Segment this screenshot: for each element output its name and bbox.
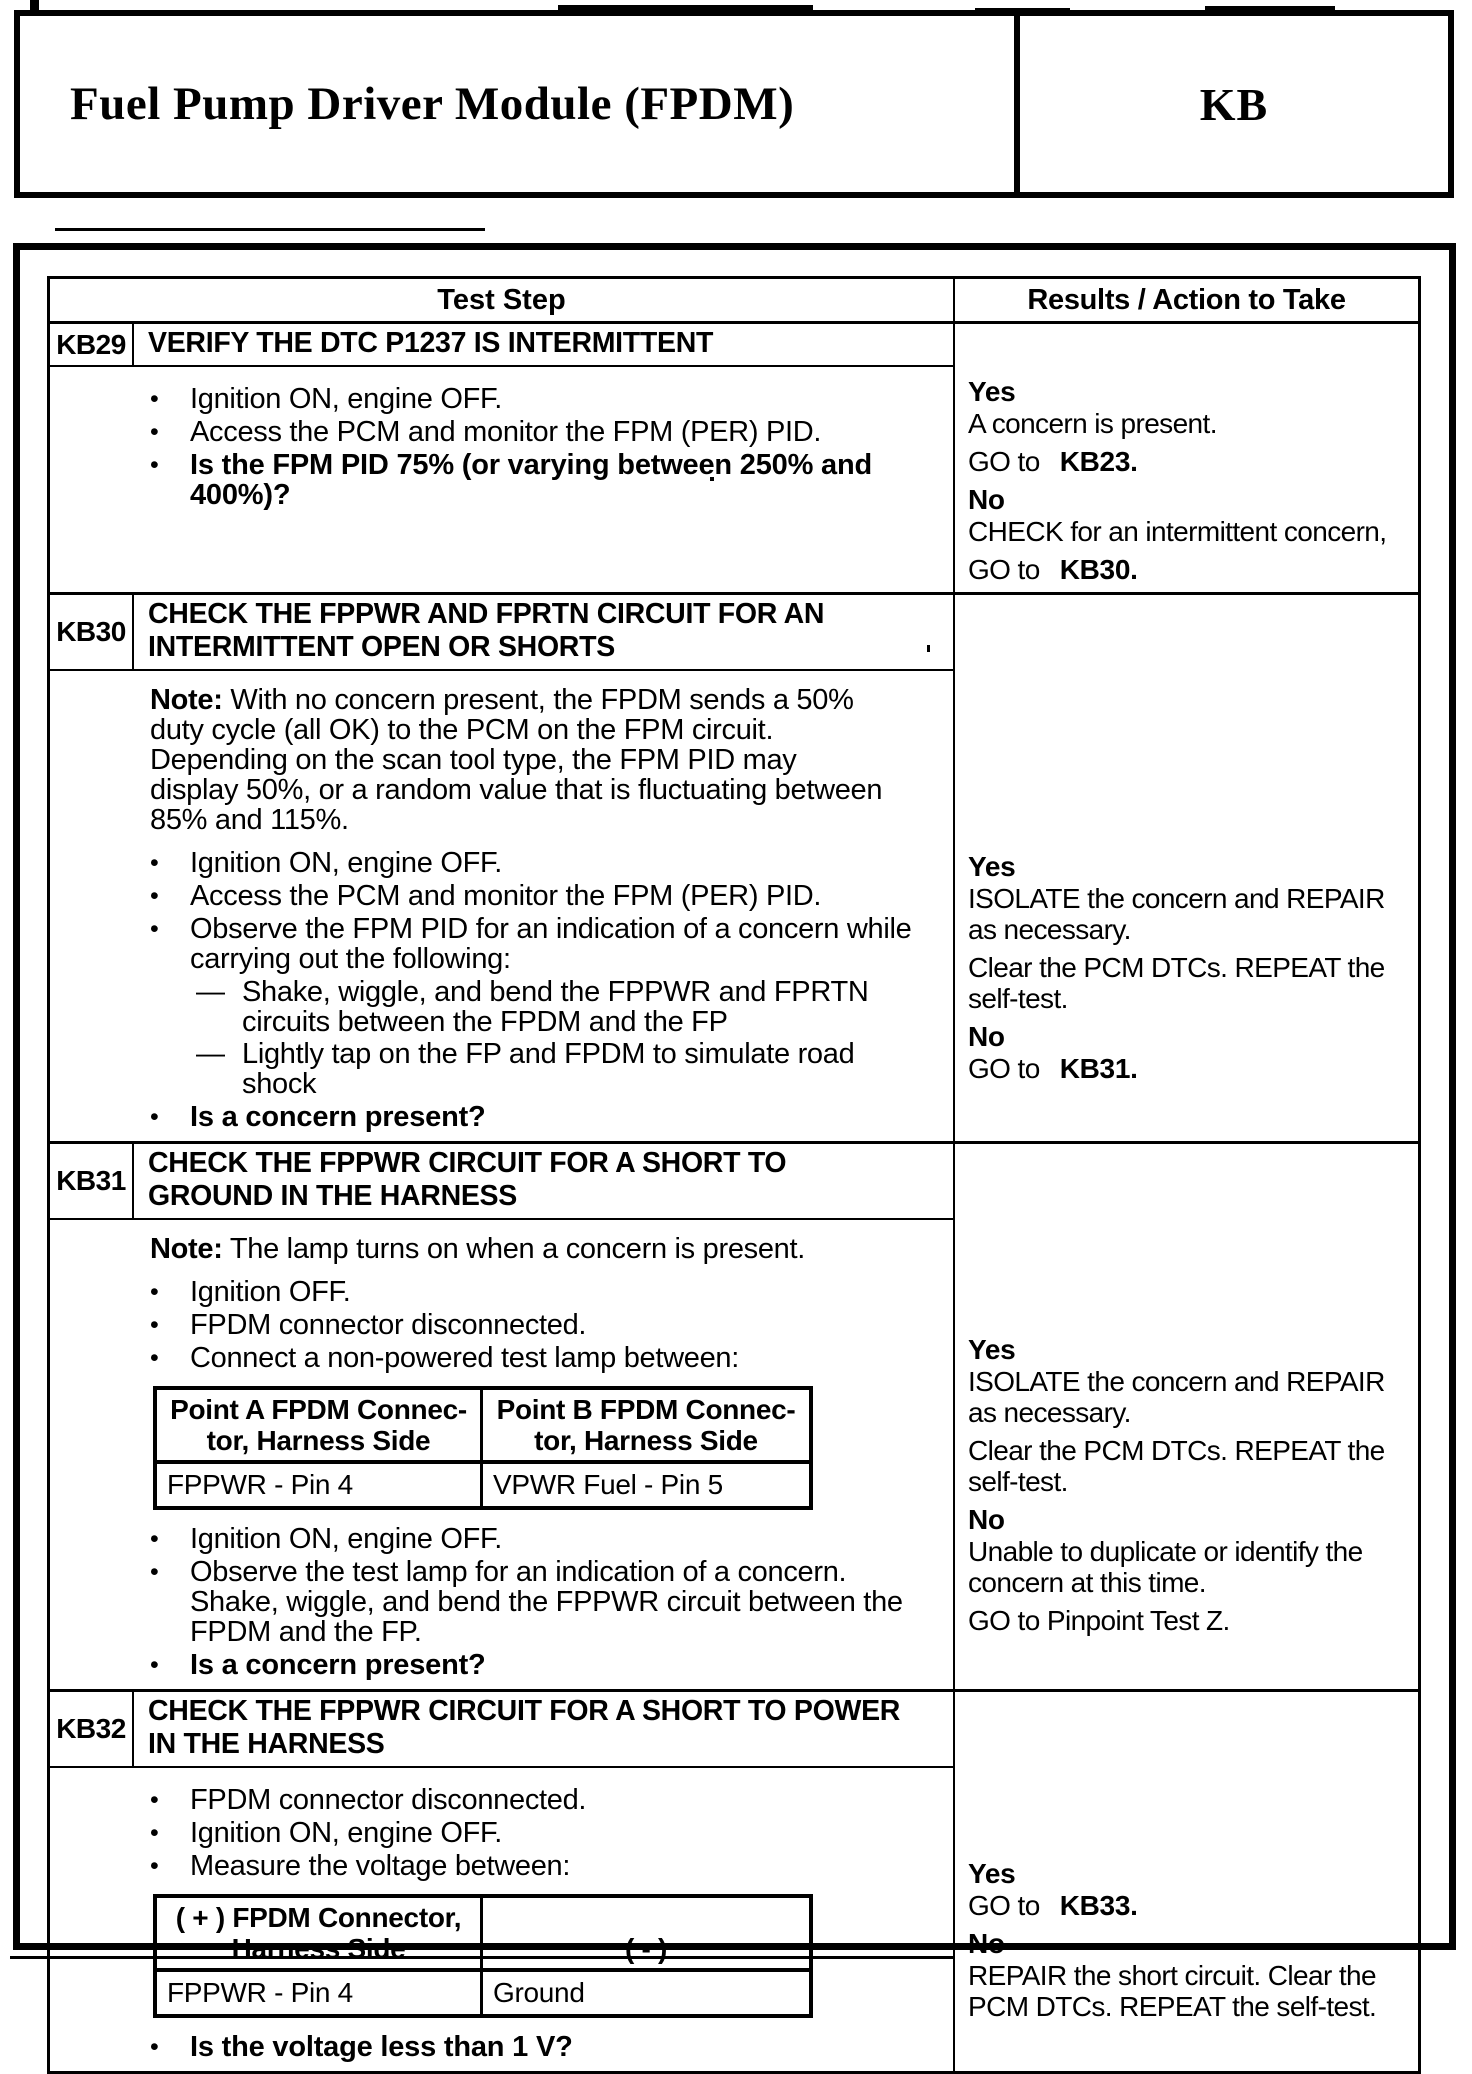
pin-table-cell: FPPWR - Pin 4 [157,1972,483,2014]
bullet-icon: • [150,915,159,943]
goto-target: KB33. [1059,1890,1138,1921]
step-header [50,324,953,367]
voltage-measure-table [153,1894,813,2018]
pin-table-header-line: Harness Side [231,1933,406,1964]
section-code-cell [1020,16,1448,192]
bullet-text: Access the PCM and monitor the FPM (PER) PID. [190,880,822,912]
pin-table-header [157,1898,809,1972]
bullet-text: Ignition ON, engine OFF. [190,847,502,879]
pin-table-header-line: ( + ) FPDM Connector, [175,1902,462,1933]
test-step-kb31 [50,1141,1418,1689]
dash-icon: — [196,1038,225,1070]
pin-table-header-line: Point B FPDM Connec- [496,1394,796,1425]
step-instructions [50,1220,953,1689]
bullet-icon: • [150,1344,159,1372]
step-title [134,324,953,365]
pin-table-header-line: tor, Harness Side [206,1425,431,1456]
bullet-item [150,1785,928,1815]
results-cell [955,324,1418,592]
step-id: KB29 [50,324,134,365]
bullet-icon: • [150,1311,159,1339]
note-text: With no concern present, the FPDM sends a 50% duty cycle (all OK) to the PCM on the FPM circuit. Depending on the scan tool type, the FPM PID may display 50%, or a random value that is fluctuating between 85% and 115%. [150,684,883,836]
bullet-text: Observe the FPM PID for an indication of a concern while carrying out the following: [190,913,912,975]
step-title [134,595,953,669]
pin-table-header-a [157,1390,483,1460]
step-title-line: GROUND IN THE HARNESS [148,1180,517,1212]
section-code: KB [1199,78,1269,130]
bullet-icon: • [150,1103,159,1131]
bullet-text: Ignition ON, engine OFF. [190,1523,502,1555]
bullet-item-question [150,2032,928,2062]
bullet-item [150,848,928,878]
bullet-icon: • [150,1558,159,1586]
result-text: Clear the PCM DTCs. REPEAT the self-test. [968,952,1385,1014]
sub-item [196,977,916,1037]
bullet-text: Access the PCM and monitor the FPM (PER) PID. [190,416,822,448]
bullet-text: Connect a non-powered test lamp between: [190,1342,740,1374]
step-title-line: CHECK THE FPPWR AND FPRTN CIRCUIT FOR AN [148,598,825,630]
bullet-item [150,1851,928,1881]
step-title [134,1692,953,1766]
result-no-label: No [968,1504,1005,1535]
bullet-icon: • [150,1852,159,1880]
result-text: GO to Pinpoint Test Z. [968,1605,1230,1636]
page-title: Fuel Pump Driver Module (FPDM) [70,78,795,130]
bullet-text: Is a concern present? [190,1101,486,1133]
test-step-kb30 [50,592,1418,1141]
step-id: KB32 [50,1692,134,1766]
note [150,685,885,835]
bullet-item [150,384,928,414]
bullet-icon: • [150,385,159,413]
goto-target: KB23. [1059,446,1138,477]
result-text: ISOLATE the concern and REPAIR as necessary. [968,1366,1385,1428]
step-title-line: VERIFY THE DTC P1237 IS INTERMITTENT [148,327,714,359]
step-title [134,1144,953,1218]
results-cell [955,1692,1418,2071]
goto-prefix: GO to [968,554,1040,585]
step-title-line: CHECK THE FPPWR CIRCUIT FOR A SHORT TO POWER [148,1695,901,1727]
bullet-item [150,881,928,911]
pin-table-header [157,1390,809,1464]
result-no-label: No [968,1928,1005,1959]
result-goto [968,446,1410,477]
results-cell [955,1144,1418,1689]
bullet-item [150,1557,928,1647]
document-header [14,10,1454,198]
scan-artifact [55,228,485,231]
bullet-item-question [150,450,928,510]
note-label: Note: [150,1233,223,1265]
bullet-icon: • [150,418,159,446]
pinpoint-test-frame [13,243,1456,2063]
column-header-results: Results / Action to Take [1027,284,1346,316]
bullet-item-question [150,1102,928,1132]
step-title-line: CHECK THE FPPWR CIRCUIT FOR A SHORT TO [148,1147,787,1179]
bullet-text: Measure the voltage between: [190,1850,571,1882]
step-title-line: IN THE HARNESS [148,1728,385,1760]
result-goto [968,1053,1410,1084]
goto-target: KB30. [1059,554,1138,585]
step-instructions [50,671,953,1141]
step-instructions [50,1768,953,2071]
test-step-cell [50,1692,955,2071]
connector-pin-table [153,1386,813,1510]
step-title-line: INTERMITTENT OPEN OR SHORTS [148,631,615,663]
results-cell [955,595,1418,1141]
result-goto [968,1890,1410,1921]
bullet-text: Observe the test lamp for an indication of a concern. Shake, wiggle, and bend the FPPWR circuit between the FPDM and the FP. [190,1556,903,1648]
goto-target: KB31. [1059,1053,1138,1084]
pin-table-header-a [157,1898,483,1968]
pin-table-header-line: ( - ) [624,1933,668,1964]
bullet-text: Is the voltage less than 1 V? [190,2031,573,2063]
result-text: Clear the PCM DTCs. REPEAT the self-test. [968,1435,1385,1497]
table-header-row [50,279,1418,321]
step-header [50,1692,953,1768]
goto-prefix: GO to [968,446,1040,477]
dash-icon: — [196,976,225,1008]
pin-table-cell: VPWR Fuel - Pin 5 [493,1469,723,1500]
pin-table-row [157,1464,809,1506]
bullet-item [150,1343,928,1373]
pin-table-row [157,1972,809,2014]
bullet-text: Ignition ON, engine OFF. [190,383,502,415]
result-text: Unable to duplicate or identify the concern at this time. [968,1536,1363,1598]
bullet-icon: • [150,849,159,877]
bullet-text: Ignition OFF. [190,1276,351,1308]
bullet-icon: • [150,1278,159,1306]
column-header-test-step: Test Step [50,279,955,321]
test-step-cell [50,595,955,1141]
bullet-item [150,417,928,447]
goto-prefix: GO to [968,1053,1040,1084]
goto-prefix: GO to [968,1890,1040,1921]
result-text: CHECK for an intermittent concern, [968,516,1387,547]
result-yes-label: Yes [968,376,1016,407]
sub-item-text: Shake, wiggle, and bend the FPPWR and FPRTN circuits between the FPDM and the FP [242,976,869,1038]
bullet-item [150,1277,928,1307]
step-instructions [50,367,953,592]
bullet-icon: • [150,1651,159,1679]
bullet-icon: • [150,1786,159,1814]
note-text: The lamp turns on when a concern is present. [229,1233,806,1265]
result-yes-label: Yes [968,1858,1016,1889]
result-yes-label: Yes [968,1334,1016,1365]
result-goto [968,554,1410,585]
pin-table-header-b [483,1898,809,1968]
step-header [50,1144,953,1220]
bullet-item-question [150,1650,928,1680]
pinpoint-test-table [47,276,1421,2074]
bullet-icon: • [150,1819,159,1847]
bullet-item [150,1524,928,1554]
bullet-icon: • [150,1525,159,1553]
bullet-text: Is the FPM PID 75% (or varying between 250% and 400%)? [190,449,872,511]
bullet-item [150,1310,928,1340]
test-step-cell [50,324,955,592]
test-step-cell [50,1144,955,1689]
pin-table-header-line: tor, Harness Side [534,1425,758,1456]
document-title-cell [20,16,1020,192]
result-text: ISOLATE the concern and REPAIR as necessary. [968,883,1385,945]
step-header [50,595,953,671]
bullet-icon: • [150,882,159,910]
pin-table-header-b [483,1390,809,1460]
bullet-text: FPDM connector disconnected. [190,1784,587,1816]
step-id: KB30 [50,595,134,669]
pin-table-cell: FPPWR - Pin 4 [157,1464,483,1506]
result-text: A concern is present. [968,408,1217,439]
bullet-text: Is a concern present? [190,1649,486,1681]
bullet-icon: • [150,2033,159,2061]
pin-table-cell: Ground [493,1977,585,2008]
step-id: KB31 [50,1144,134,1218]
note [150,1234,885,1264]
bullet-item [150,1818,928,1848]
sub-item [196,1039,916,1099]
sub-item-text: Lightly tap on the FP and FPDM to simulate road shock [242,1038,855,1100]
result-no-label: No [968,1021,1005,1052]
bullet-icon: • [150,451,159,479]
bullet-text: Ignition ON, engine OFF. [190,1817,502,1849]
result-yes-label: Yes [968,851,1016,882]
result-text: REPAIR the short circuit. Clear the PCM DTCs. REPEAT the self-test. [968,1960,1377,2022]
bullet-text: FPDM connector disconnected. [190,1309,587,1341]
note-label: Note: [150,684,223,716]
test-step-kb29 [50,321,1418,592]
bullet-item [150,914,928,974]
test-step-kb32 [50,1689,1418,2071]
pin-table-header-line: Point A FPDM Connec- [170,1394,467,1425]
result-no-label: No [968,484,1005,515]
